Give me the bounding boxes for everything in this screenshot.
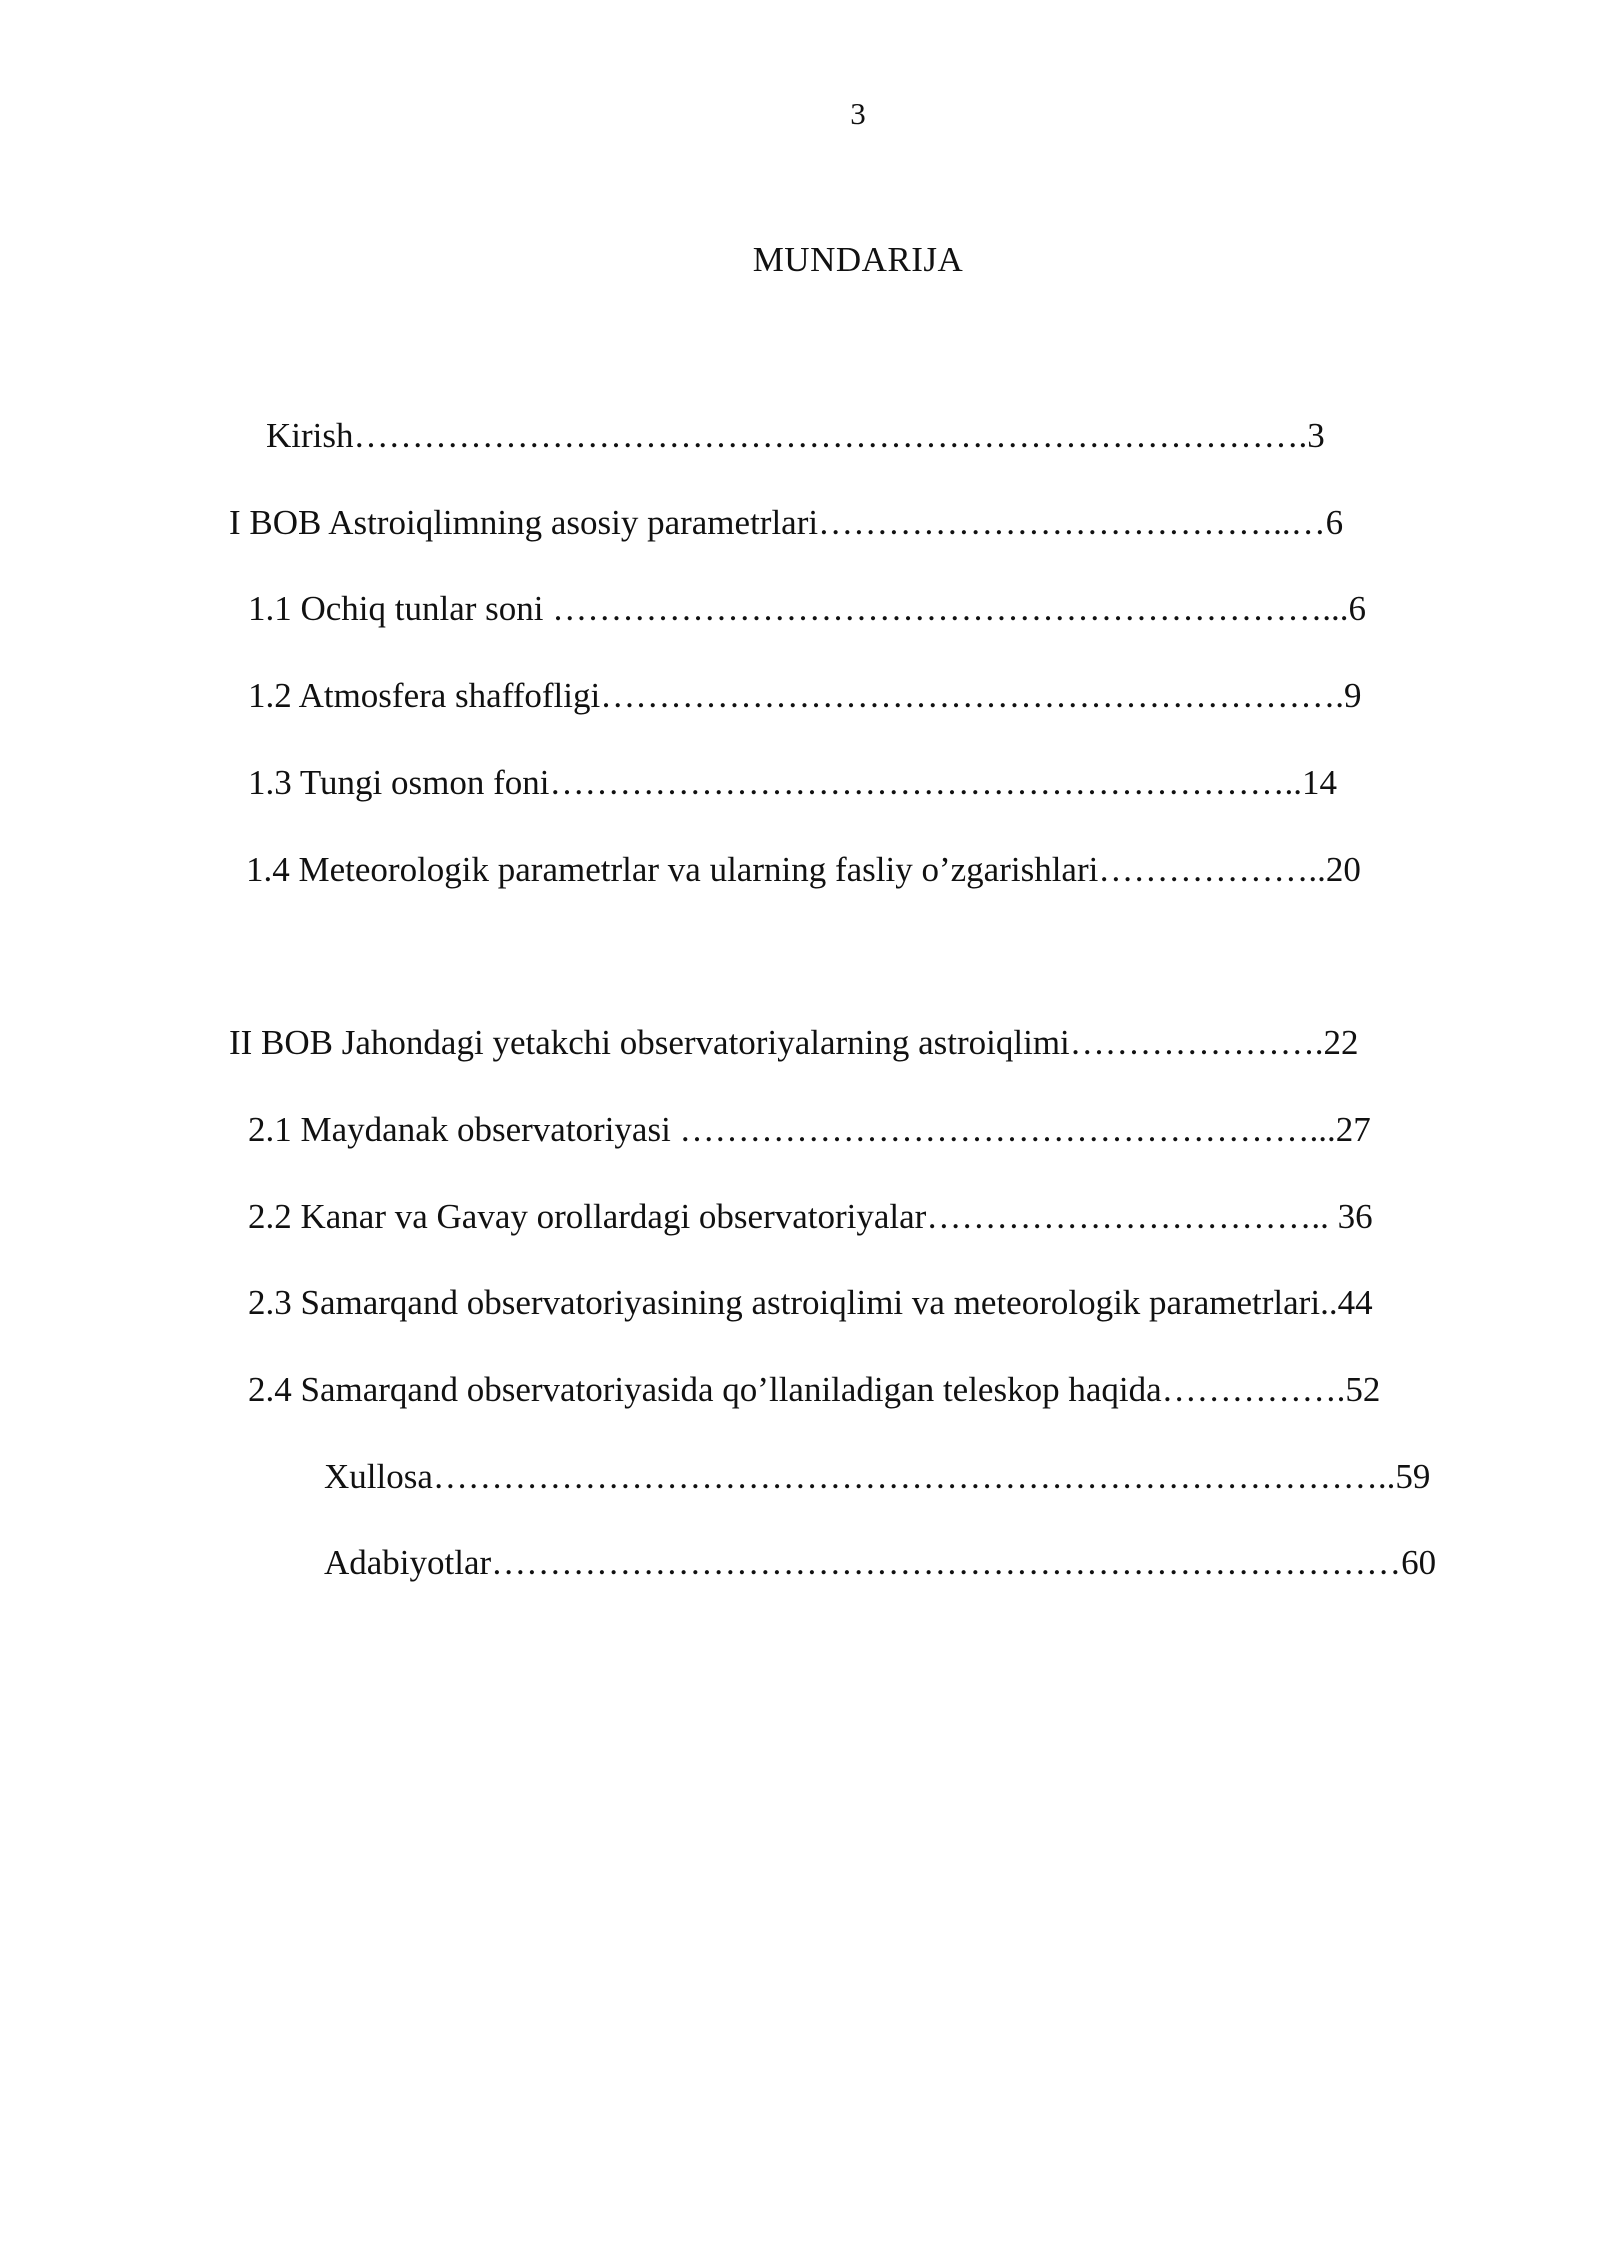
- toc-title: MUNDARIJA: [752, 240, 964, 279]
- toc-entry-2-2: 2.2 Kanar va Gavay orollardagi observatoriyalar…………………………….. 36: [248, 1197, 1373, 1236]
- page-number: 3: [850, 96, 866, 131]
- toc-entry-1-1: 1.1 Ochiq tunlar soni …………………………………………………………...6: [248, 589, 1367, 628]
- toc-entry-1-3: 1.3 Tungi osmon foni………………………………………………………..14: [248, 763, 1337, 802]
- toc-entry-kirish: Kirish……………………………………………………………………….3: [266, 416, 1325, 455]
- toc-entry-2-1: 2.1 Maydanak observatoriyasi ………………………………………………...27: [248, 1110, 1371, 1149]
- toc-entry-1-2: 1.2 Atmosfera shaffofligi……………………………………………………….9: [248, 676, 1362, 715]
- toc-entry-chapter-1: I BOB Astroiqlimning asosiy parametrlari…………………………………..…6: [229, 503, 1344, 542]
- toc-entry-1-4: 1.4 Meteorologik parametrlar va ularning fasliy o’zgarishlari………………..20: [246, 850, 1361, 889]
- toc-entry-chapter-2: II BOB Jahondagi yetakchi observatoriyalarning astroiqlimi………………….22: [229, 1023, 1359, 1062]
- toc-entry-2-3: 2.3 Samarqand observatoriyasining astroiqlimi va meteorologik parametrlari..44: [248, 1283, 1373, 1322]
- toc-entry-adabiyotlar: Adabiyotlar……………………………………………………………………60: [324, 1543, 1437, 1582]
- toc-entry-2-4: 2.4 Samarqand observatoriyasida qo’llaniladigan teleskop haqida…………….52: [248, 1370, 1381, 1409]
- toc-entry-xullosa: Xullosa………………………………………………………………………..59: [324, 1457, 1431, 1496]
